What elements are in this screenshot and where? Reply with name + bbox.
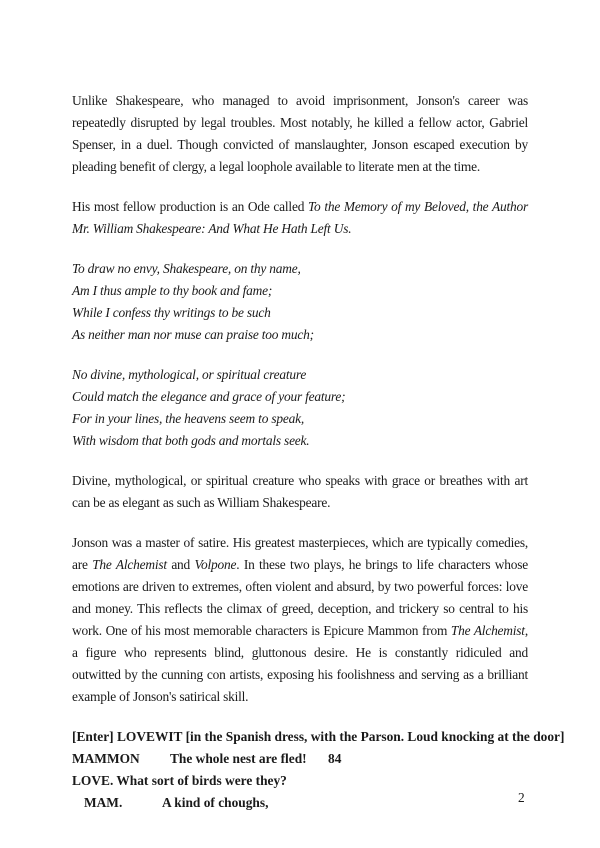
paragraph-legal-troubles: Unlike Shakespeare, who managed to avoid imprisonment, Jonson's career was repeatedly disrupted by legal troubles. Most notably, he killed a fellow actor, Gabriel Spenser, in a duel. Though convicted of manslaughter, Jonson escaped execution by pleading benefit of clergy, a legal loophole available to literate men at the time. <box>72 93 528 174</box>
satire-text-a: Jonson was a master of satire. His greatest masterpieces, which are typically comedies, are <box>72 535 528 572</box>
dialogue-text: The whole nest are fled! <box>170 751 307 766</box>
stage-direction: [Enter] LOVEWIT [in the Spanish dress, with the Parson. Loud knocking at the door] <box>72 729 565 744</box>
poem-line: For in your lines, the heavens seem to speak, <box>72 411 304 426</box>
page-number: 2 <box>518 790 525 805</box>
poem-line: As neither man nor muse can praise too much; <box>72 327 314 342</box>
poem-line: While I confess thy writings to be such <box>72 305 271 320</box>
poem-line: Am I thus ample to thy book and fame; <box>72 283 273 298</box>
ode-title: To the Memory of my Beloved, the Author Mr. William Shakespeare: And What He Hath Left Us. <box>72 199 528 236</box>
paragraph-ode-intro <box>72 196 528 240</box>
paragraph-divine: Divine, mythological, or spiritual creature who speaks with grace or breathes with art can be as elegant as such as William Shakespeare. <box>72 473 528 510</box>
poem-line: To draw no envy, Shakespeare, on thy name, <box>72 261 301 276</box>
dialogue-text: A kind of choughs, <box>162 795 269 810</box>
title-alchemist: The Alchemist <box>92 557 167 572</box>
poem-stanza-2 <box>72 364 528 452</box>
speaker-name: MAM. <box>84 795 123 810</box>
play-line-mam <box>72 792 528 814</box>
poem-line: With wisdom that both gods and mortals seek. <box>72 433 310 448</box>
play-line-mammon <box>72 748 528 770</box>
play-line-love: LOVE. What sort of birds were they? <box>72 773 287 788</box>
satire-text-b: . In these two plays, he brings to life characters whose emotions are driven to extremes, often violent and absurd, by two powerful forces: love and money. This reflects the climax of greed, deception, and trickery so central to his work. One of his most memorable characters is Epicure Mammon from <box>72 557 528 638</box>
speaker-name: MAMMON <box>72 751 140 766</box>
poem-line: Could match the elegance and grace of your feature; <box>72 389 346 404</box>
document-body <box>72 90 565 814</box>
satire-text-and: and <box>166 557 195 572</box>
paragraph-satire <box>72 532 528 708</box>
ode-intro-text: His most fellow production is an Ode called <box>72 199 309 214</box>
line-number: 84 <box>328 751 342 766</box>
title-alchemist-2: The Alchemist <box>450 623 525 638</box>
poem-line: No divine, mythological, or spiritual creature <box>72 367 307 382</box>
satire-text-c: , a figure who represents blind, gluttonous desire. He is constantly ridiculed and outwitted by the cunning con artists, exposing his foolishness and serving as a brilliant example of Jonson's satirical skill. <box>72 623 528 704</box>
play-excerpt <box>72 726 565 814</box>
poem-stanza-1 <box>72 258 528 346</box>
title-volpone: Volpone <box>194 557 237 572</box>
